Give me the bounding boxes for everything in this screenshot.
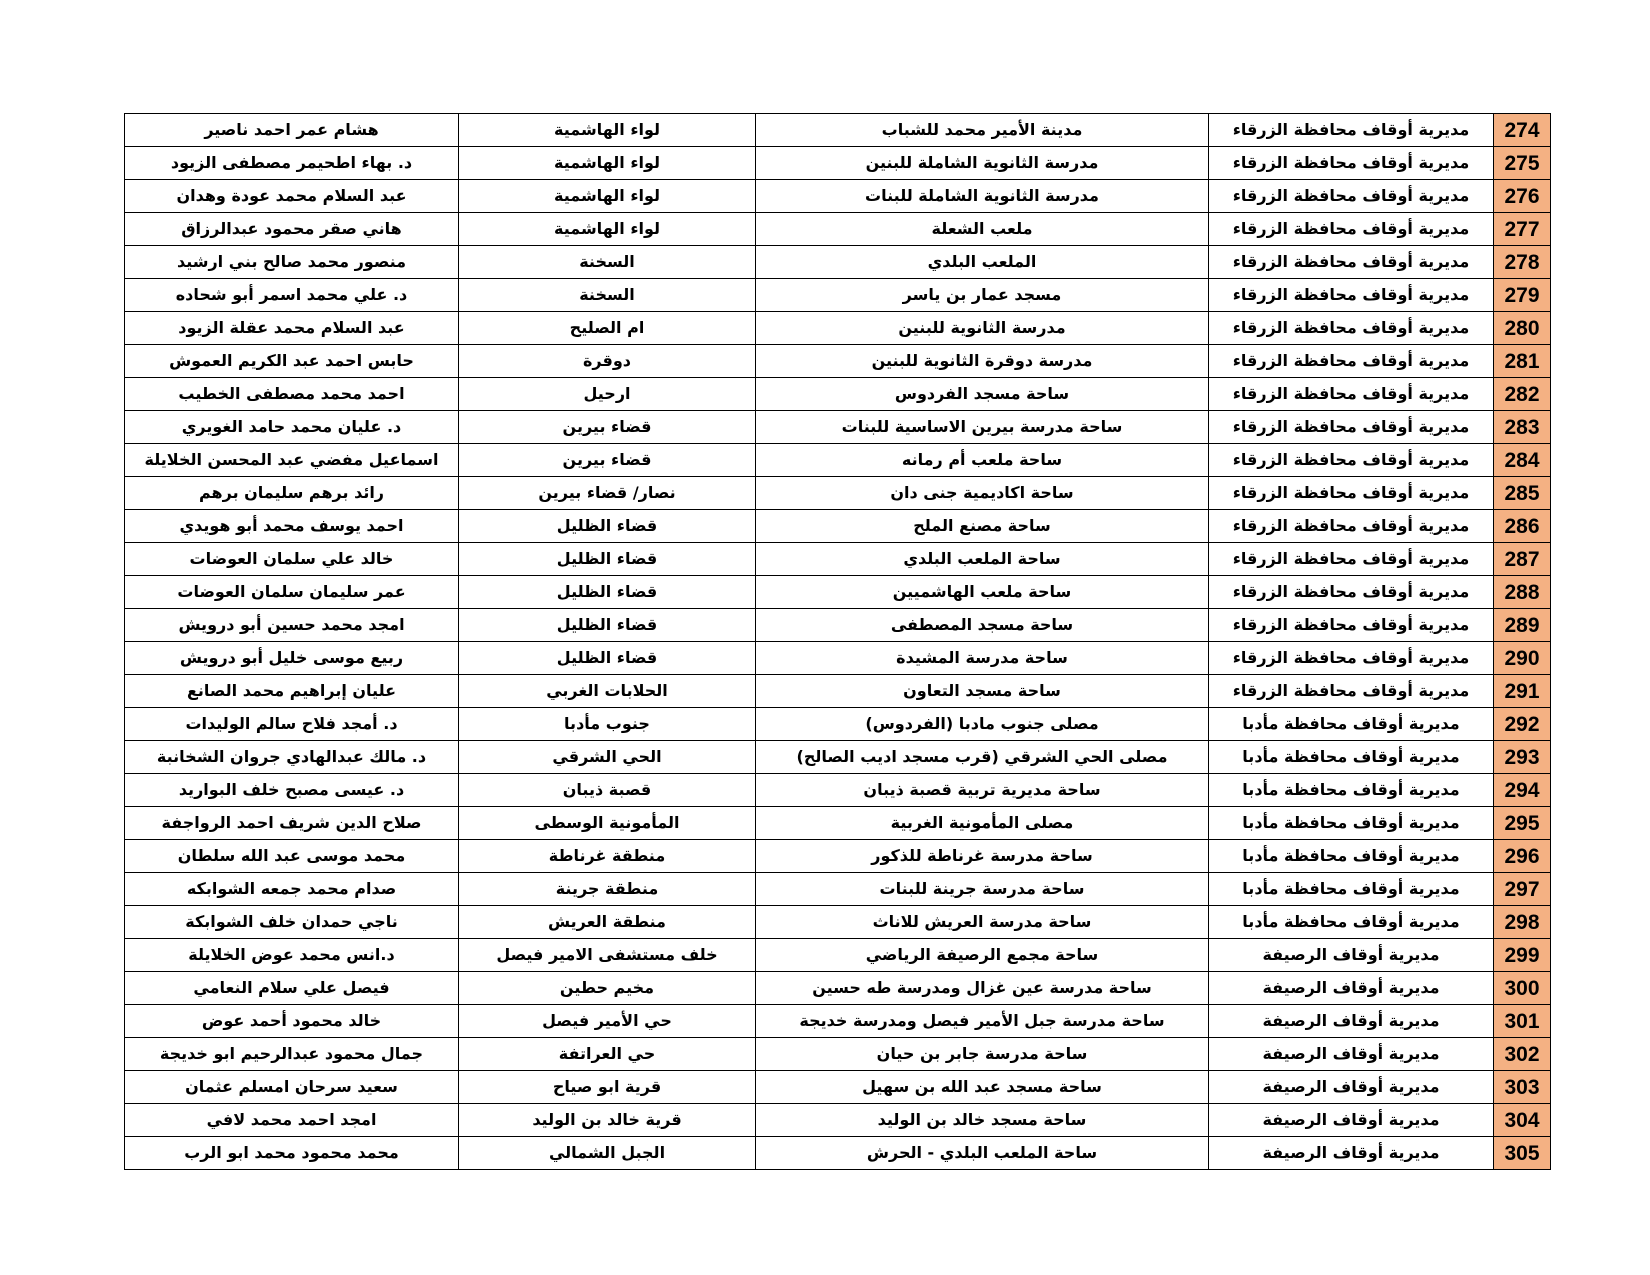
table-row [125, 609, 1551, 642]
row-number-cell: 300 [1494, 972, 1551, 1005]
directorate-cell: مديرية أوقاف محافظة الزرقاء [1209, 180, 1494, 213]
row-number-cell: 283 [1494, 411, 1551, 444]
person-name-cell: د. مالك عبدالهادي جروان الشخانبة [125, 741, 459, 774]
directorate-cell: مديرية أوقاف محافظة الزرقاء [1209, 510, 1494, 543]
row-number-cell: 276 [1494, 180, 1551, 213]
table-row [125, 510, 1551, 543]
table-row [125, 939, 1551, 972]
location-cell: مدرسة الثانوية الشاملة للبنين [756, 147, 1209, 180]
location-cell: ساحة مدرسة جرينة للبنات [756, 873, 1209, 906]
table-row [125, 1137, 1551, 1170]
person-name-cell: خالد محمود أحمد عوض [125, 1005, 459, 1038]
area-cell: نصار/ قضاء بيرين [459, 477, 756, 510]
area-cell: قضاء الظليل [459, 609, 756, 642]
person-name-cell: حابس احمد عبد الكريم العموش [125, 345, 459, 378]
area-cell: لواء الهاشمية [459, 180, 756, 213]
directorate-cell: مديرية أوقاف محافظة مأدبا [1209, 807, 1494, 840]
row-number-cell: 295 [1494, 807, 1551, 840]
person-name-cell: فيصل علي سلام النعامي [125, 972, 459, 1005]
location-cell: ساحة الملعب البلدي - الحرش [756, 1137, 1209, 1170]
location-cell: ساحة مدرسة بيرين الاساسية للبنات [756, 411, 1209, 444]
directorate-cell: مديرية أوقاف محافظة الزرقاء [1209, 543, 1494, 576]
table-row [125, 873, 1551, 906]
area-cell: السخنة [459, 279, 756, 312]
table-row [125, 807, 1551, 840]
person-name-cell: عبد السلام محمد عقلة الزيود [125, 312, 459, 345]
area-cell: منطقة غرناطة [459, 840, 756, 873]
area-cell: الجبل الشمالي [459, 1137, 756, 1170]
area-cell: قضاء بيرين [459, 411, 756, 444]
area-cell: لواء الهاشمية [459, 147, 756, 180]
table-row [125, 1038, 1551, 1071]
person-name-cell: هاني صقر محمود عبدالرزاق [125, 213, 459, 246]
location-cell: مدرسة دوقرة الثانوية للبنين [756, 345, 1209, 378]
directorate-cell: مديرية أوقاف محافظة مأدبا [1209, 873, 1494, 906]
person-name-cell: رائد برهم سليمان برهم [125, 477, 459, 510]
area-cell: ارحيل [459, 378, 756, 411]
location-cell: ساحة مسجد المصطفى [756, 609, 1209, 642]
area-cell: جنوب مأدبا [459, 708, 756, 741]
person-name-cell: امجد محمد حسين أبو درويش [125, 609, 459, 642]
area-cell: خلف مستشفى الامير فيصل [459, 939, 756, 972]
area-cell: ام الصليح [459, 312, 756, 345]
area-cell: قضاء الظليل [459, 543, 756, 576]
person-name-cell: عليان إبراهيم محمد الصانع [125, 675, 459, 708]
person-name-cell: احمد محمد مصطفى الخطيب [125, 378, 459, 411]
row-number-cell: 279 [1494, 279, 1551, 312]
area-cell: المأمونية الوسطى [459, 807, 756, 840]
location-cell: ساحة مدرسة جبل الأمير فيصل ومدرسة خديجة [756, 1005, 1209, 1038]
directorate-cell: مديرية أوقاف محافظة مأدبا [1209, 708, 1494, 741]
area-cell: الحي الشرقي [459, 741, 756, 774]
row-number-cell: 278 [1494, 246, 1551, 279]
area-cell: دوقرة [459, 345, 756, 378]
directorate-cell: مديرية أوقاف محافظة الزرقاء [1209, 312, 1494, 345]
directorate-cell: مديرية أوقاف محافظة الزرقاء [1209, 642, 1494, 675]
table-row [125, 741, 1551, 774]
directorate-cell: مديرية أوقاف الرصيفة [1209, 1038, 1494, 1071]
directorate-cell: مديرية أوقاف الرصيفة [1209, 1104, 1494, 1137]
area-cell: منطقة جرينة [459, 873, 756, 906]
person-name-cell: صدام محمد جمعه الشوابكه [125, 873, 459, 906]
directorate-cell: مديرية أوقاف محافظة الزرقاء [1209, 213, 1494, 246]
person-name-cell: سعيد سرحان امسلم عثمان [125, 1071, 459, 1104]
person-name-cell: ناجي حمدان خلف الشوابكة [125, 906, 459, 939]
person-name-cell: د. علي محمد اسمر أبو شحاده [125, 279, 459, 312]
row-number-cell: 274 [1494, 114, 1551, 147]
area-cell: حي العراتفة [459, 1038, 756, 1071]
location-cell: ساحة مدرسة غرناطة للذكور [756, 840, 1209, 873]
directorate-cell: مديرية أوقاف محافظة الزرقاء [1209, 609, 1494, 642]
row-number-cell: 298 [1494, 906, 1551, 939]
table-row [125, 444, 1551, 477]
person-name-cell: صلاح الدين شريف احمد الرواجفة [125, 807, 459, 840]
person-name-cell: امجد احمد محمد لافي [125, 1104, 459, 1137]
area-cell: قصبة ذيبان [459, 774, 756, 807]
location-cell: ساحة مدرسة جابر بن حيان [756, 1038, 1209, 1071]
person-name-cell: د.انس محمد عوض الخلايلة [125, 939, 459, 972]
location-cell: مدينة الأمير محمد للشباب [756, 114, 1209, 147]
directorate-cell: مديرية أوقاف الرصيفة [1209, 1071, 1494, 1104]
directorate-cell: مديرية أوقاف محافظة الزرقاء [1209, 345, 1494, 378]
location-cell: ساحة مديرية تربية قصبة ذيبان [756, 774, 1209, 807]
row-number-cell: 302 [1494, 1038, 1551, 1071]
row-number-cell: 275 [1494, 147, 1551, 180]
row-number-cell: 292 [1494, 708, 1551, 741]
row-number-cell: 297 [1494, 873, 1551, 906]
row-number-cell: 299 [1494, 939, 1551, 972]
location-cell: ساحة مجمع الرصيفة الرياضي [756, 939, 1209, 972]
row-number-cell: 296 [1494, 840, 1551, 873]
area-cell: مخيم حطين [459, 972, 756, 1005]
table-row [125, 1104, 1551, 1137]
row-number-cell: 293 [1494, 741, 1551, 774]
area-cell: لواء الهاشمية [459, 114, 756, 147]
person-name-cell: هشام عمر احمد ناصير [125, 114, 459, 147]
row-number-cell: 282 [1494, 378, 1551, 411]
directorate-cell: مديرية أوقاف الرصيفة [1209, 1005, 1494, 1038]
directorate-cell: مديرية أوقاف محافظة الزرقاء [1209, 147, 1494, 180]
table-row [125, 213, 1551, 246]
area-cell: حي الأمير فيصل [459, 1005, 756, 1038]
location-cell: ساحة اكاديمية جنى دان [756, 477, 1209, 510]
area-cell: قضاء الظليل [459, 510, 756, 543]
prayer-locations-table [124, 113, 1551, 1170]
location-cell: ساحة مدرسة عين غزال ومدرسة طه حسين [756, 972, 1209, 1005]
table-row [125, 642, 1551, 675]
person-name-cell: ربيع موسى خليل أبو درويش [125, 642, 459, 675]
location-cell: ساحة مدرسة المشيدة [756, 642, 1209, 675]
directorate-cell: مديرية أوقاف محافظة الزرقاء [1209, 477, 1494, 510]
row-number-cell: 280 [1494, 312, 1551, 345]
area-cell: قضاء الظليل [459, 642, 756, 675]
directorate-cell: مديرية أوقاف الرصيفة [1209, 939, 1494, 972]
directorate-cell: مديرية أوقاف الرصيفة [1209, 972, 1494, 1005]
location-cell: ساحة ملعب الهاشميين [756, 576, 1209, 609]
location-cell: ساحة مصنع الملح [756, 510, 1209, 543]
directorate-cell: مديرية أوقاف محافظة مأدبا [1209, 840, 1494, 873]
location-cell: ساحة الملعب البلدي [756, 543, 1209, 576]
person-name-cell: د. عيسى مصبح خلف البواريد [125, 774, 459, 807]
location-cell: مصلى الحي الشرقي (قرب مسجد اديب الصالح) [756, 741, 1209, 774]
location-cell: الملعب البلدي [756, 246, 1209, 279]
table-row [125, 114, 1551, 147]
table-row [125, 543, 1551, 576]
person-name-cell: خالد علي سلمان العوضات [125, 543, 459, 576]
directorate-cell: مديرية أوقاف محافظة الزرقاء [1209, 114, 1494, 147]
area-cell: قضاء الظليل [459, 576, 756, 609]
row-number-cell: 303 [1494, 1071, 1551, 1104]
row-number-cell: 288 [1494, 576, 1551, 609]
row-number-cell: 290 [1494, 642, 1551, 675]
area-cell: قضاء بيرين [459, 444, 756, 477]
location-cell: ساحة مسجد عبد الله بن سهيل [756, 1071, 1209, 1104]
table-row [125, 411, 1551, 444]
location-cell: ساحة مسجد التعاون [756, 675, 1209, 708]
directorate-cell: مديرية أوقاف محافظة مأدبا [1209, 741, 1494, 774]
directorate-cell: مديرية أوقاف محافظة مأدبا [1209, 774, 1494, 807]
table-row [125, 774, 1551, 807]
location-cell: ساحة ملعب أم رمانه [756, 444, 1209, 477]
table-row [125, 246, 1551, 279]
location-cell: مدرسة الثانوية الشاملة للبنات [756, 180, 1209, 213]
directorate-cell: مديرية أوقاف محافظة الزرقاء [1209, 246, 1494, 279]
location-cell: مسجد عمار بن ياسر [756, 279, 1209, 312]
table-row [125, 840, 1551, 873]
row-number-cell: 301 [1494, 1005, 1551, 1038]
directorate-cell: مديرية أوقاف محافظة الزرقاء [1209, 576, 1494, 609]
person-name-cell: محمد محمود محمد ابو الرب [125, 1137, 459, 1170]
table-row [125, 708, 1551, 741]
person-name-cell: عبد السلام محمد عودة وهدان [125, 180, 459, 213]
person-name-cell: محمد موسى عبد الله سلطان [125, 840, 459, 873]
table-row [125, 1005, 1551, 1038]
location-cell: مصلى جنوب مادبا (الفردوس) [756, 708, 1209, 741]
row-number-cell: 305 [1494, 1137, 1551, 1170]
location-cell: مدرسة الثانوية للبنين [756, 312, 1209, 345]
person-name-cell: جمال محمود عبدالرحيم ابو خديجة [125, 1038, 459, 1071]
table-row [125, 576, 1551, 609]
table-row [125, 1071, 1551, 1104]
person-name-cell: منصور محمد صالح بني ارشيد [125, 246, 459, 279]
table-row [125, 477, 1551, 510]
row-number-cell: 287 [1494, 543, 1551, 576]
person-name-cell: د. عليان محمد حامد الغويري [125, 411, 459, 444]
directorate-cell: مديرية أوقاف محافظة مأدبا [1209, 906, 1494, 939]
row-number-cell: 291 [1494, 675, 1551, 708]
row-number-cell: 304 [1494, 1104, 1551, 1137]
location-cell: ملعب الشعلة [756, 213, 1209, 246]
location-cell: ساحة مسجد خالد بن الوليد [756, 1104, 1209, 1137]
row-number-cell: 289 [1494, 609, 1551, 642]
table-body [125, 114, 1551, 1170]
directorate-cell: مديرية أوقاف الرصيفة [1209, 1137, 1494, 1170]
table-row [125, 906, 1551, 939]
person-name-cell: اسماعيل مفضي عبد المحسن الخلايلة [125, 444, 459, 477]
row-number-cell: 286 [1494, 510, 1551, 543]
table-row [125, 675, 1551, 708]
directorate-cell: مديرية أوقاف محافظة الزرقاء [1209, 279, 1494, 312]
table-row [125, 312, 1551, 345]
area-cell: قرية ابو صياح [459, 1071, 756, 1104]
person-name-cell: عمر سليمان سلمان العوضات [125, 576, 459, 609]
location-cell: ساحة مسجد الفردوس [756, 378, 1209, 411]
location-cell: ساحة مدرسة العريش للاناث [756, 906, 1209, 939]
area-cell: الحلابات الغربي [459, 675, 756, 708]
table-row [125, 279, 1551, 312]
area-cell: منطقة العريش [459, 906, 756, 939]
directorate-cell: مديرية أوقاف محافظة الزرقاء [1209, 675, 1494, 708]
table-row [125, 147, 1551, 180]
row-number-cell: 294 [1494, 774, 1551, 807]
directorate-cell: مديرية أوقاف محافظة الزرقاء [1209, 378, 1494, 411]
area-cell: قرية خالد بن الوليد [459, 1104, 756, 1137]
row-number-cell: 277 [1494, 213, 1551, 246]
table-row [125, 345, 1551, 378]
area-cell: السخنة [459, 246, 756, 279]
table-row [125, 180, 1551, 213]
table-row [125, 378, 1551, 411]
person-name-cell: د. بهاء اطحيمر مصطفى الزيود [125, 147, 459, 180]
directorate-cell: مديرية أوقاف محافظة الزرقاء [1209, 411, 1494, 444]
person-name-cell: د. أمجد فلاح سالم الوليدات [125, 708, 459, 741]
row-number-cell: 281 [1494, 345, 1551, 378]
row-number-cell: 284 [1494, 444, 1551, 477]
directorate-cell: مديرية أوقاف محافظة الزرقاء [1209, 444, 1494, 477]
person-name-cell: احمد يوسف محمد أبو هويدي [125, 510, 459, 543]
table-row [125, 972, 1551, 1005]
area-cell: لواء الهاشمية [459, 213, 756, 246]
location-cell: مصلى المأمونية الغربية [756, 807, 1209, 840]
row-number-cell: 285 [1494, 477, 1551, 510]
